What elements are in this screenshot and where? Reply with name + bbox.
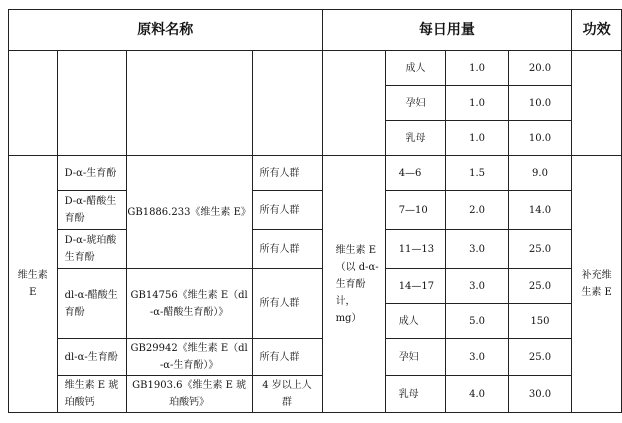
standard-cell: GB14756《维生素 E（dl -α-醋酸生育酚）》 (126, 269, 252, 339)
population-cell: 所有人群 (252, 230, 322, 269)
dosage-max-cell: 9.0 (508, 156, 572, 191)
standard-cell: GB1903.6《维生素 E 琥 珀酸钙》 (126, 376, 252, 413)
dosage-max-cell: 20.0 (508, 51, 572, 86)
dosage-group-cell: 11—13 (385, 230, 446, 269)
category-cell: 维生素 E (9, 156, 58, 413)
population-cell: 所有人群 (252, 269, 322, 339)
blank-population-cell (252, 51, 322, 156)
dosage-group-cell: 7—10 (385, 191, 446, 230)
dosage-group-cell: 乳母 (385, 121, 446, 156)
material-name-cell: dl-α-醋酸生 育酚 (57, 269, 126, 339)
blank-standard-cell (126, 51, 252, 156)
dosage-group-cell: 4—6 (385, 156, 446, 191)
dosage-group-cell: 成人 (385, 51, 446, 86)
efficacy-cell: 补充维 生素 E (572, 156, 622, 413)
dosage-min-cell: 1.5 (446, 156, 508, 191)
material-name-cell: D-α-生育酚 (57, 156, 126, 191)
population-cell: 所有人群 (252, 156, 322, 191)
material-name-cell: dl-α-生育酚 (57, 339, 126, 376)
dosage-max-cell: 10.0 (508, 121, 572, 156)
dosage-max-cell: 25.0 (508, 269, 572, 304)
blank-category-cell (9, 51, 58, 156)
material-name-cell: D-α-琥珀酸 生育酚 (57, 230, 126, 269)
nutrient-table (8, 9, 622, 413)
dosage-group-cell: 孕妇 (385, 86, 446, 121)
dosage-min-cell: 2.0 (446, 191, 508, 230)
dosage-group-cell: 孕妇 (385, 339, 446, 376)
dosage-max-cell: 10.0 (508, 86, 572, 121)
header-daily-dosage: 每日用量 (322, 10, 572, 51)
dosage-min-cell: 4.0 (446, 376, 508, 413)
standard-cell: GB1886.233《维生素 E》 (126, 156, 252, 269)
dosage-min-cell: 3.0 (446, 269, 508, 304)
dosage-min-cell: 3.0 (446, 339, 508, 376)
dosage-max-cell: 25.0 (508, 339, 572, 376)
dosage-group-cell: 14—17 (385, 269, 446, 304)
dosage-min-cell: 3.0 (446, 230, 508, 269)
standard-cell: GB29942《维生素 E（dl -α-生育酚）》 (126, 339, 252, 376)
dosage-max-cell: 150 (508, 304, 572, 339)
nutrient-cell: 维生素 E （以 d-α- 生育酚计， mg） (322, 156, 385, 413)
dosage-max-cell: 14.0 (508, 191, 572, 230)
population-cell: 所有人群 (252, 191, 322, 230)
dosage-max-cell: 30.0 (508, 376, 572, 413)
blank-name-cell (57, 51, 126, 156)
header-raw-material-name: 原料名称 (9, 10, 323, 51)
material-name-cell: D-α-醋酸生 育酚 (57, 191, 126, 230)
material-name-cell: 维生素 E 琥 珀酸钙 (57, 376, 126, 413)
dosage-min-cell: 1.0 (446, 121, 508, 156)
dosage-min-cell: 1.0 (446, 51, 508, 86)
blank-efficacy-cell (572, 51, 622, 156)
dosage-group-cell: 乳母 (385, 376, 446, 413)
dosage-min-cell: 5.0 (446, 304, 508, 339)
blank-nutrient-cell (322, 51, 385, 156)
dosage-min-cell: 1.0 (446, 86, 508, 121)
population-cell: 所有人群 (252, 339, 322, 376)
header-efficacy: 功效 (572, 10, 622, 51)
dosage-max-cell: 25.0 (508, 230, 572, 269)
population-cell: 4 岁以上人 群 (252, 376, 322, 413)
dosage-group-cell: 成人 (385, 304, 446, 339)
